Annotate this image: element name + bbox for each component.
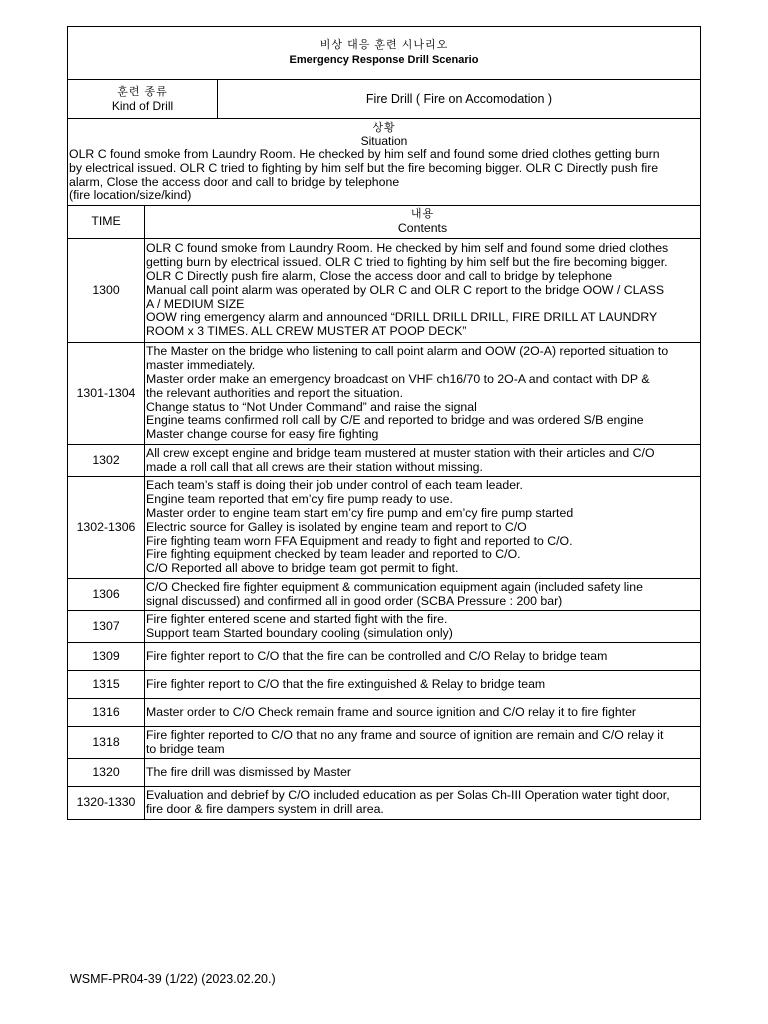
timeline-row bbox=[68, 787, 700, 819]
row-contents bbox=[145, 611, 701, 643]
content-line: The fire drill was dismissed by Master bbox=[146, 765, 352, 779]
kind-label-korean: 훈련 종류 bbox=[117, 86, 168, 98]
content-line: Each team’s staff is doing their job under control of each team leader. bbox=[146, 479, 523, 493]
content-line: Fire fighter report to C/O that the fire extinguished & Relay to bridge team bbox=[146, 677, 546, 691]
situation-header bbox=[68, 122, 700, 148]
row-time: 1306 bbox=[68, 579, 145, 611]
timeline-row bbox=[68, 643, 700, 671]
timeline-row bbox=[68, 759, 700, 787]
content-line: getting burn by electrical issued. OLR C tried to fighting by him self but the fire becoming bigger. bbox=[146, 256, 668, 270]
content-line: Manual call point alarm was operated by OLR C and OLR C report to the bridge OOW / CLASS bbox=[146, 283, 665, 297]
row-time: 1320 bbox=[68, 759, 145, 787]
content-line: Fire fighter report to C/O that the fire can be controlled and C/O Relay to bridge team bbox=[146, 649, 608, 663]
content-line: Electric source for Galley is isolated by engine team and report to C/O bbox=[146, 520, 527, 534]
timeline-row bbox=[68, 611, 700, 643]
timeline-row bbox=[68, 579, 700, 611]
kind-of-drill-value: Fire Drill ( Fire on Accomodation ) bbox=[365, 92, 553, 106]
content-line: master immediately. bbox=[146, 359, 256, 373]
content-line: fire door & fire dampers system in drill area. bbox=[146, 802, 384, 816]
row-contents bbox=[145, 579, 701, 611]
row-time: 1315 bbox=[68, 671, 145, 699]
situation-label-korean: 상황 bbox=[372, 122, 396, 134]
content-line: Engine team reported that em’cy fire pump ready to use. bbox=[146, 493, 453, 507]
content-line: Support team Started boundary cooling (simulation only) bbox=[146, 626, 453, 640]
row-contents bbox=[145, 787, 701, 819]
contents-header-english: Contents bbox=[397, 221, 448, 236]
kind-of-drill-row bbox=[68, 80, 700, 119]
timeline-row bbox=[68, 477, 700, 579]
situation-line: alarm, Close the access door and call to bridge by telephone bbox=[69, 174, 400, 189]
title-korean: 비상 대응 훈련 시나리오 bbox=[319, 39, 449, 51]
document-code-footer: WSMF-PR04-39 (1/22) (2023.02.20.) bbox=[70, 972, 276, 986]
timeline-row bbox=[68, 343, 700, 445]
kind-label-english: Kind of Drill bbox=[111, 99, 174, 113]
situation-line: by electrical issued. OLR C tried to fighting by him self but the fire becoming bigger. OLR C Directly push fire bbox=[69, 160, 659, 175]
content-line: Master change course for easy fire fighting bbox=[146, 428, 379, 442]
content-line: signal discussed) and confirmed all in good order (SCBA Pressure : 200 bar) bbox=[146, 594, 563, 608]
row-time: 1300 bbox=[68, 239, 145, 343]
situation-section bbox=[68, 119, 700, 206]
content-line: Evaluation and debrief by C/O included education as per Solas Ch-III Operation water tight door, bbox=[146, 789, 670, 803]
row-time: 1316 bbox=[68, 699, 145, 727]
content-line: Fire fighting equipment checked by team leader and reported to C/O. bbox=[146, 548, 521, 562]
row-contents bbox=[145, 343, 701, 445]
title-english: Emergency Response Drill Scenario bbox=[289, 54, 479, 66]
content-line: C/O Checked fire fighter equipment & communication equipment again (included safety line bbox=[146, 580, 643, 594]
content-line: Fire fighter reported to C/O that no any frame and source of ignition are remain and C/O relay it bbox=[146, 728, 664, 742]
content-line: C/O Reported all above to bridge team got permit to fight. bbox=[146, 562, 459, 576]
drill-scenario-form bbox=[67, 26, 701, 820]
row-contents bbox=[145, 239, 701, 343]
row-time: 1309 bbox=[68, 643, 145, 671]
contents-column-header bbox=[145, 206, 701, 239]
timeline-table bbox=[68, 206, 700, 819]
content-line: Master order to C/O Check remain frame and source ignition and C/O relay it to fire fighter bbox=[146, 705, 637, 719]
row-contents bbox=[145, 727, 701, 759]
row-contents bbox=[145, 759, 701, 787]
row-contents bbox=[145, 643, 701, 671]
row-time: 1320-1330 bbox=[68, 787, 145, 819]
content-line: made a roll call that all crews are their station without missing. bbox=[146, 460, 483, 474]
content-line: to bridge team bbox=[146, 742, 225, 756]
row-contents bbox=[145, 445, 701, 477]
content-line: Fire fighting team worn FFA Equipment and ready to fight and reported to C/O. bbox=[146, 534, 573, 548]
timeline-row bbox=[68, 671, 700, 699]
content-line: Master order to engine team start em’cy fire pump and em’cy fire pump started bbox=[146, 506, 574, 520]
content-line: Master order make an emergency broadcast on VHF ch16/70 to 2O-A and contact with DP & bbox=[146, 372, 650, 386]
timeline-row bbox=[68, 445, 700, 477]
row-time: 1301-1304 bbox=[68, 343, 145, 445]
situation-line: OLR C found smoke from Laundry Room. He checked by him self and found some dried clothes getting burn bbox=[69, 147, 660, 161]
timeline-row bbox=[68, 727, 700, 759]
row-contents bbox=[145, 671, 701, 699]
form-title bbox=[68, 27, 700, 80]
content-line: The Master on the bridge who listening to call point alarm and OOW (2O-A) reported situation to bbox=[146, 345, 669, 359]
content-line: Engine teams confirmed roll call by C/E and reported to bridge and was ordered S/B engine bbox=[146, 414, 644, 428]
content-line: OLR C found smoke from Laundry Room. He checked by him self and found some dried clothes bbox=[146, 242, 669, 256]
content-line: Fire fighter entered scene and started fight with the fire. bbox=[146, 612, 448, 626]
contents-header-korean: 내용 bbox=[410, 208, 435, 221]
situation-line: (fire location/size/kind) bbox=[69, 188, 192, 203]
content-line: the relevant authorities and report the situation. bbox=[146, 386, 404, 400]
content-line: All crew except engine and bridge team mustered at muster station with their articles and C/O bbox=[146, 446, 655, 460]
kind-of-drill-label bbox=[68, 80, 218, 118]
timeline-header-row bbox=[68, 206, 700, 239]
content-line: ROOM x 3 TIMES. ALL CREW MUSTER AT POOP DECK” bbox=[146, 325, 467, 339]
content-line: OLR C Directly push fire alarm, Close the access door and call to bridge by telephone bbox=[146, 269, 613, 283]
row-time: 1307 bbox=[68, 611, 145, 643]
content-line: A / MEDIUM SIZE bbox=[146, 297, 245, 311]
row-time: 1318 bbox=[68, 727, 145, 759]
content-line: Change status to “Not Under Command” and raise the signal bbox=[146, 400, 477, 414]
row-time: 1302-1306 bbox=[68, 477, 145, 579]
row-time: 1302 bbox=[68, 445, 145, 477]
situation-text bbox=[68, 148, 700, 203]
row-contents bbox=[145, 699, 701, 727]
situation-label-english: Situation bbox=[360, 134, 408, 148]
content-line: OOW ring emergency alarm and announced “DRILL DRILL DRILL, FIRE DRILL AT LAUNDRY bbox=[146, 311, 658, 325]
timeline-row bbox=[68, 239, 700, 343]
timeline-row bbox=[68, 699, 700, 727]
time-column-header: TIME bbox=[68, 206, 145, 239]
row-contents bbox=[145, 477, 701, 579]
